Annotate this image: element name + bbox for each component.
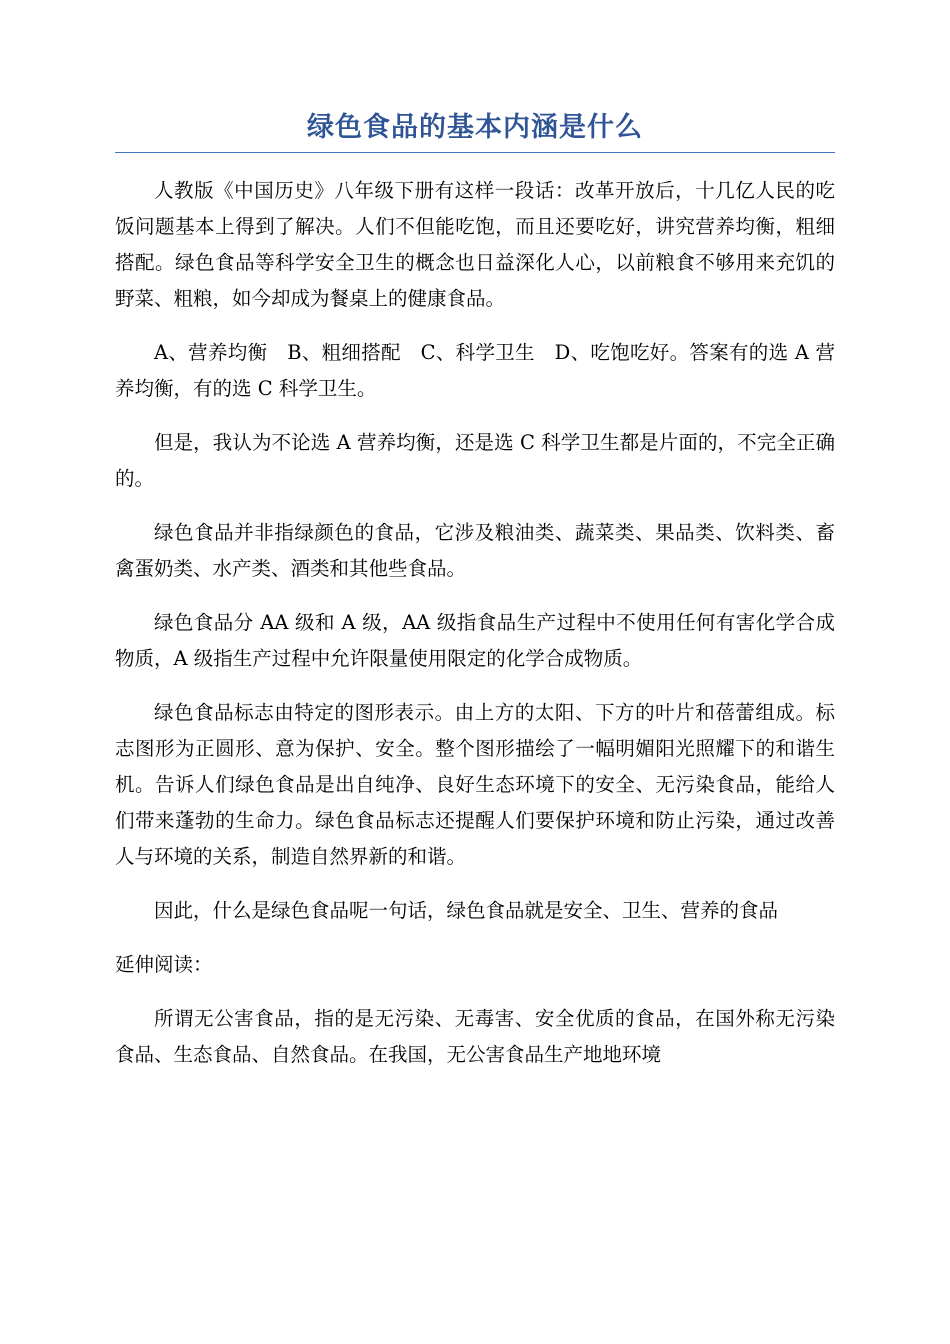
paragraph-logo-meaning: 绿色食品标志由特定的图形表示。由上方的太阳、下方的叶片和蓓蕾组成。标志图形为正圆形、意为保护、安全。整个图形描绘了一幅明媚阳光照耀下的和谐生机。告诉人们绿色食品是出自纯净、良好生态环境下的安全、无污染食品，能给人们带来蓬勃的生命力。绿色食品标志还提醒人们要保护环境和防止污染，通过改善人与环境的关系，制造自然界新的和谐。 xyxy=(115,701,835,868)
document-page xyxy=(115,110,835,1091)
document-title: 绿色食品的基本内涵是什么 xyxy=(307,112,643,143)
paragraph-opinion: 但是，我认为不论选 A 营养均衡，还是选 C 科学卫生都是片面的，不完全正确的。 xyxy=(115,431,835,490)
paragraph-textbook-quote: 人教版《中国历史》八年级下册有这样一段话：改革开放后，十几亿人民的吃饭问题基本上得到了解决。人们不但能吃饱，而且还要吃好，讲究营养均衡，粗细搭配。绿色食品等科学安全卫生的概念也日益深化人心，以前粮食不够用来充饥的野菜、粗粮，如今却成为餐桌上的健康食品。 xyxy=(115,179,835,310)
paragraph-conclusion: 因此，什么是绿色食品呢一句话，绿色食品就是安全、卫生、营养的食品 xyxy=(154,899,779,922)
paragraph-answer-options: A、营养均衡 B、粗细搭配 C、科学卫生 D、吃饱吃好。答案有的选 A 营养均衡，有的选 C 科学卫生。 xyxy=(115,341,835,400)
paragraph-green-food-scope: 绿色食品并非指绿颜色的食品，它涉及粮油类、蔬菜类、果品类、饮料类、畜禽蛋奶类、水产类、酒类和其他些食品。 xyxy=(115,521,835,580)
title-underline xyxy=(115,152,835,153)
paragraph-pollution-free-food: 所谓无公害食品，指的是无污染、无毒害、安全优质的食品，在国外称无污染食品、生态食品、自然食品。在我国，无公害食品生产地地环境 xyxy=(115,1007,835,1066)
extended-reading-heading: 延伸阅读： xyxy=(115,953,213,976)
paragraph-grades: 绿色食品分 AA 级和 A 级，AA 级指食品生产过程中不使用任何有害化学合成物质，A 级指生产过程中允许限量使用限定的化学合成物质。 xyxy=(115,611,835,670)
